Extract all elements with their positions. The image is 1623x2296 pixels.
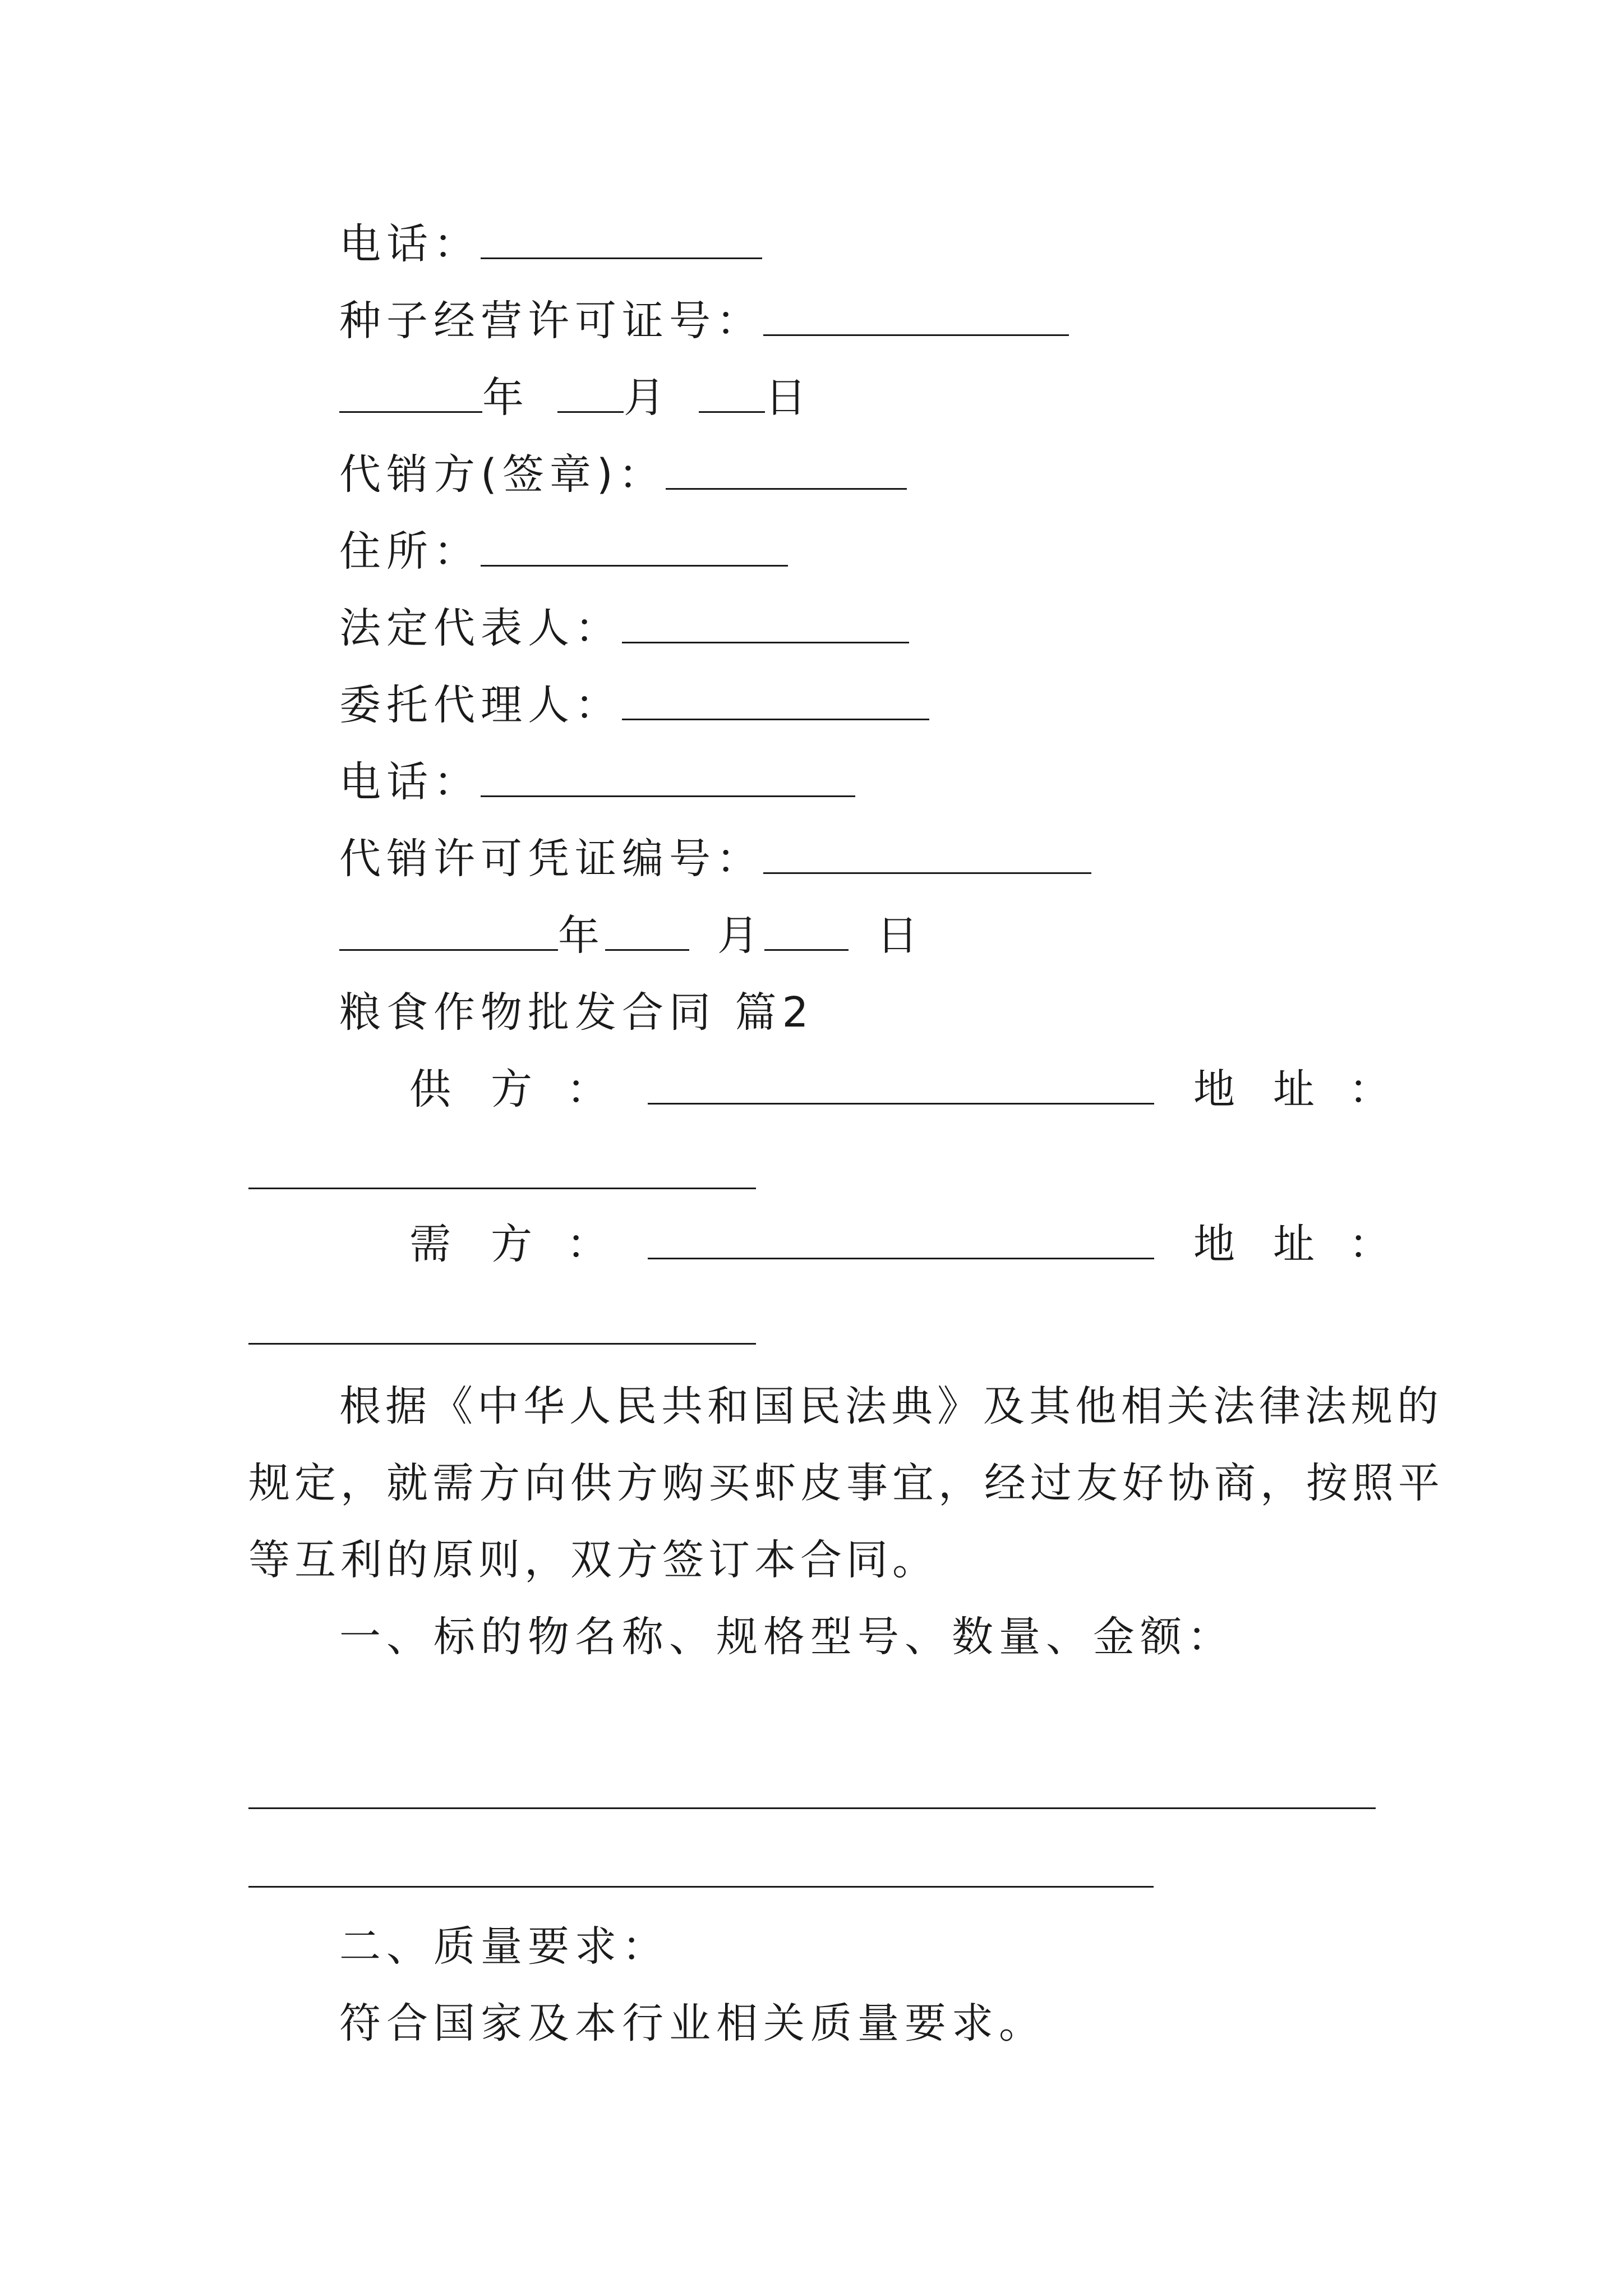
agent-address-line <box>339 523 788 579</box>
seller-phone-line <box>339 216 762 272</box>
agent-phone-blank[interactable] <box>481 754 855 797</box>
proxy-label: 委托代理人： <box>339 681 622 729</box>
section2-heading: 二、质量要求： <box>339 1922 669 1971</box>
seller-day-blank[interactable] <box>699 370 765 413</box>
supplier-label-colon: ： <box>566 1065 614 1114</box>
seller-year-blank[interactable] <box>339 370 482 413</box>
supplier-address-colon: ： <box>1349 1065 1396 1114</box>
buyer-label-char-1: 需 <box>409 1220 457 1268</box>
agent-month-blank[interactable] <box>605 908 689 951</box>
section1-blank-line-2[interactable] <box>248 1886 1154 1888</box>
agent-year-blank[interactable] <box>339 908 558 951</box>
buyer-address-blank[interactable] <box>248 1343 756 1345</box>
supplier-label-char-2: 方 <box>491 1065 538 1114</box>
proxy-line <box>339 677 929 733</box>
seller-phone-label: 电话： <box>339 220 481 268</box>
supplier-label-char-1: 供 <box>409 1065 457 1114</box>
proxy-blank[interactable] <box>622 677 929 720</box>
supplier-address-char-1: 地 <box>1193 1065 1241 1114</box>
buyer-address-char-2: 址 <box>1273 1220 1320 1268</box>
seller-month-blank[interactable] <box>557 370 624 413</box>
contract-title: 粮食作物批发合同 篇2 <box>339 988 814 1037</box>
supplier-address-char-2: 址 <box>1273 1065 1320 1114</box>
agent-year-label: 年 <box>558 912 605 960</box>
agency-cert-line <box>339 831 1091 887</box>
legal-rep-blank[interactable] <box>622 600 909 643</box>
buyer-address-colon: ： <box>1349 1220 1396 1268</box>
seed-license-label: 种子经营许可证号： <box>339 297 763 345</box>
seller-day-label: 日 <box>765 374 812 422</box>
section1-blank-line-1[interactable] <box>248 1807 1376 1809</box>
agent-sign-blank[interactable] <box>666 447 907 490</box>
agency-cert-blank[interactable] <box>763 831 1091 874</box>
buyer-name-blank[interactable] <box>648 1258 1154 1259</box>
intro-line-1: 根据《中华人民共和国民法典》及其他相关法律法规的 <box>339 1382 1443 1430</box>
seed-license-blank[interactable] <box>763 293 1069 336</box>
buyer-label-char-2: 方 <box>491 1220 538 1268</box>
agent-sign-line <box>339 447 907 503</box>
section2-text: 符合国家及本行业相关质量要求。 <box>339 1999 1046 2047</box>
seed-license-line <box>339 293 1069 349</box>
seller-date-line <box>339 370 812 426</box>
agent-day-label: 日 <box>877 912 924 960</box>
supplier-address-blank[interactable] <box>248 1188 756 1189</box>
agent-date-line <box>339 908 924 964</box>
agent-address-blank[interactable] <box>481 523 788 567</box>
supplier-name-blank[interactable] <box>648 1103 1154 1105</box>
agency-cert-label: 代销许可凭证编号： <box>339 835 763 883</box>
agent-sign-label: 代销方(签章)： <box>339 450 666 499</box>
agent-month-label: 月 <box>717 912 764 960</box>
section1-heading: 一、标的物名称、规格型号、数量、金额： <box>339 1613 1234 1661</box>
seller-month-label: 月 <box>624 374 671 422</box>
seller-year-label: 年 <box>482 374 529 422</box>
agent-address-label: 住所： <box>339 527 481 576</box>
agent-phone-label: 电话： <box>339 758 481 806</box>
intro-line-3: 等互利的原则，双方签订本合同。 <box>248 1536 938 1584</box>
buyer-label-colon: ： <box>566 1220 614 1268</box>
agent-phone-line <box>339 754 855 810</box>
legal-rep-line <box>339 600 909 656</box>
agent-day-blank[interactable] <box>764 908 849 951</box>
legal-rep-label: 法定代表人： <box>339 604 622 652</box>
seller-phone-blank[interactable] <box>481 216 762 259</box>
buyer-address-char-1: 地 <box>1193 1220 1241 1268</box>
intro-line-2: 规定，就需方向供方购买虾皮事宜，经过友好协商，按照平 <box>248 1459 1444 1507</box>
